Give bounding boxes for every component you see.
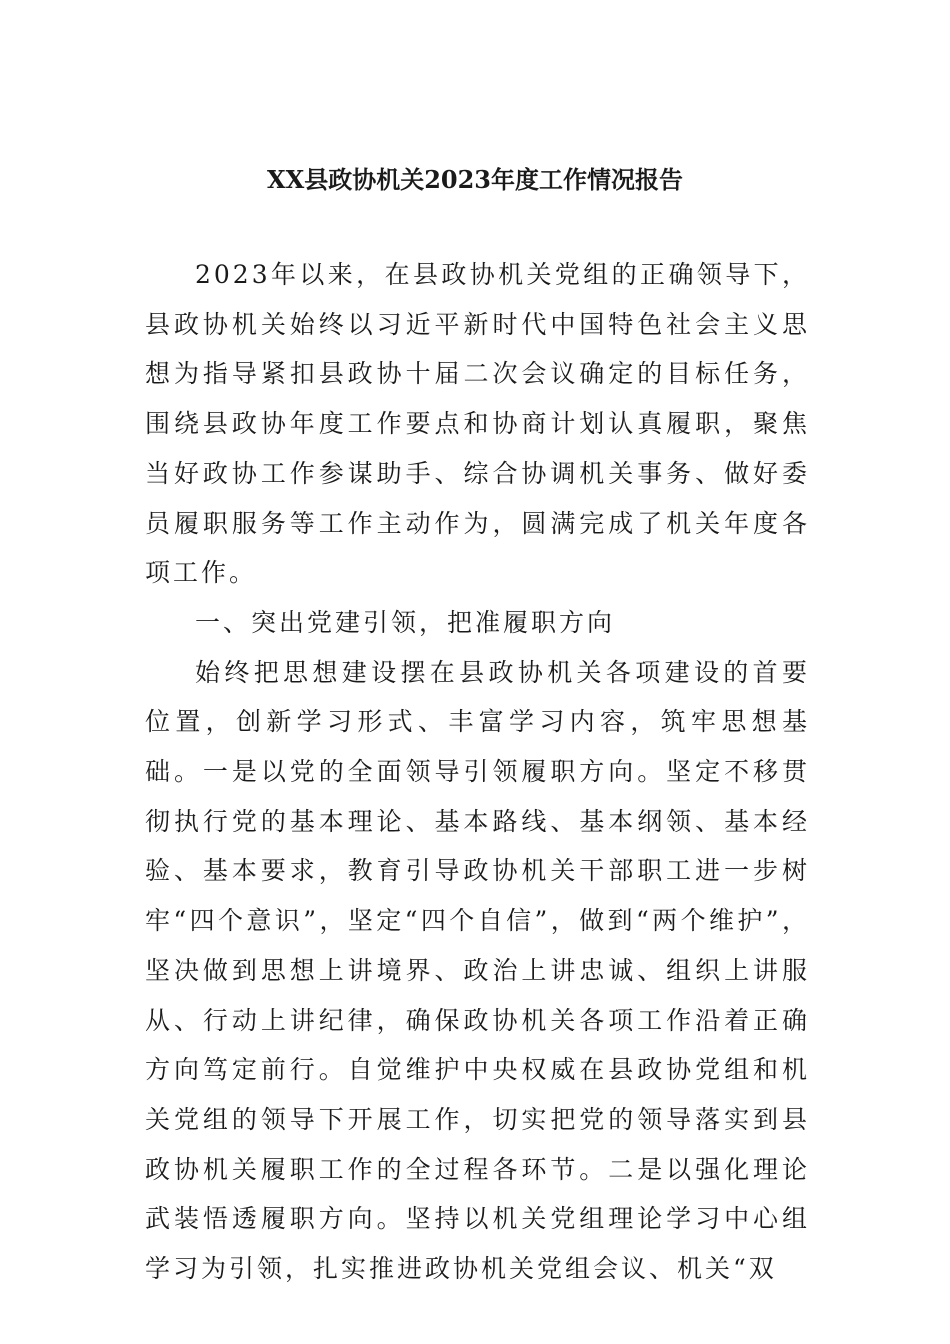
- section-1-paragraph: 始终把思想建设摆在县政协机关各项建设的首要位置，创新学习形式、丰富学习内容，筑牢思想基础。一是以党的全面领导引领履职方向。坚定不移贯彻执行党的基本理论、基本路线、基本纲领、基本经验、基本要求，教育引导政协机关干部职工进一步树牢“四个意识”，坚定“四个自信”，做到“两个维护”，坚决做到思想上讲境界、政治上讲忠诚、组织上讲服从、行动上讲纪律，确保政协机关各项工作沿着正确方向笃定前行。自觉维护中央权威在县政协党组和机关党组的领导下开展工作，切实把党的领导落实到县政协机关履职工作的全过程各环节。二是以强化理论武装悟透履职方向。坚持以机关党组理论学习中心组学习为引领，扎实推进政协机关党组会议、机关“双: [145, 657, 810, 1284]
- intro-paragraph: 2023年以来，在县政协机关党组的正确领导下，县政协机关始终以习近平新时代中国特色社会主义思想为指导紧扣县政协十届二次会议确定的目标任务，围绕县政协年度工作要点和协商计划认真履职，聚焦当好政协工作参谋助手、综合协调机关事务、做好委员履职服务等工作主动作为，圆满完成了机关年度各项工作。: [145, 260, 810, 588]
- document-body: [145, 250, 810, 1294]
- document-title: XX县政协机关2023年度工作情况报告: [266, 165, 684, 194]
- section-heading-1: 一、突出党建引领，把准履职方向: [195, 607, 616, 637]
